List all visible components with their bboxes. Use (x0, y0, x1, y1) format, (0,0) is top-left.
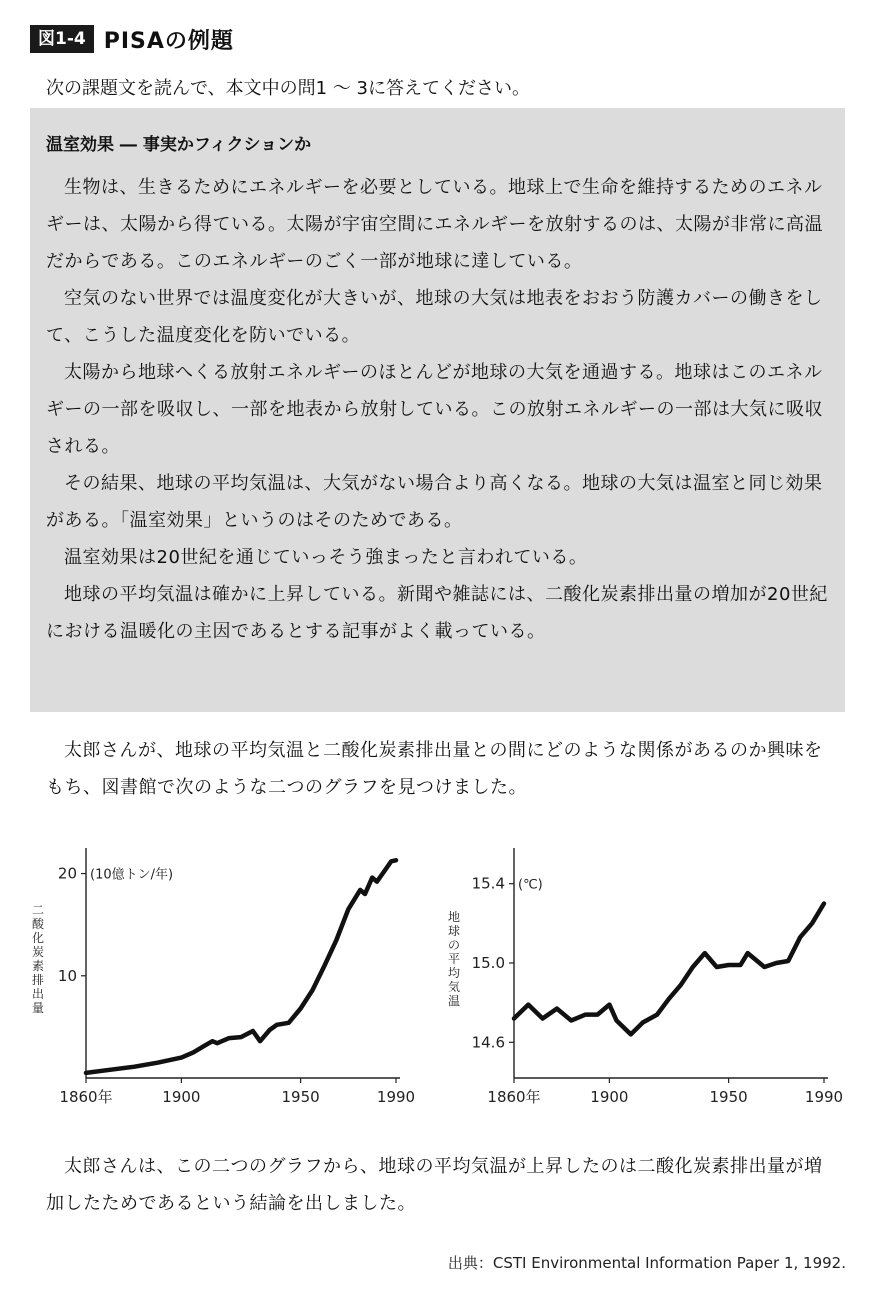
passage-box (30, 108, 845, 712)
temp-y-tick-label-0: 14.6 (471, 1033, 505, 1052)
temp-x-tick-label-0: 1860年 (487, 1088, 541, 1106)
figure-number-label: 図1-4 (30, 25, 94, 53)
body-text-conclusion: 太郎さんは、この二つのグラフから、地球の平均気温が上昇したのは二酸化炭素排出量が増加したためであるという結論を出しました。 (46, 1156, 823, 1214)
passage-paragraph-1: 生物は、生きるためにエネルギーを必要としている。地球上で生命を維持するためのエネルギーは、太陽から得ている。太陽が宇宙空間にエネルギーを放射するのは、太陽が非常に高温だからである。このエネルギーのごく一部が地球に達している。 (46, 177, 823, 272)
body-text-intro: 太郎さんが、地球の平均気温と二酸化炭素排出量との間にどのような関係があるのか興味をもち、図書館で次のような二つのグラフを見つけました。 (46, 740, 823, 798)
co2-x-tick-label-3: 1990 (376, 1088, 416, 1106)
average-temperature-chart (440, 830, 860, 1120)
temp-y-tick-label-2: 15.4 (471, 874, 505, 893)
passage-paragraph-5: 温室効果は20世紀を通じていっそう強まったと言われている。 (64, 547, 588, 568)
temp-series-line (514, 904, 824, 1035)
co2-y-tick-label-1: 20 (57, 864, 77, 883)
passage-paragraph-3: 太陽から地球へくる放射エネルギーのほとんどが地球の大気を通過する。地球はこのエネルギーの一部を吸収し、一部を地表から放射している。この放射エネルギーの一部は大気に吸収される。 (46, 362, 823, 457)
co2-y-tick-label-0: 10 (57, 966, 77, 985)
co2-x-tick-label-0: 1860年 (59, 1088, 113, 1106)
figure-title: PISAの例題 (103, 28, 234, 54)
passage-paragraph-6: 地球の平均気温は確かに上昇している。新聞や雑誌には、二酸化炭素排出量の増加が20世紀における温暖化の主因であるとする記事がよく載っている。 (46, 584, 828, 642)
figure-header (30, 22, 234, 56)
temp-unit-label: (℃) (518, 877, 543, 893)
temp-y-axis-title: 地球の平均気温 (447, 910, 461, 1008)
co2-series-line (86, 860, 396, 1073)
source-citation: 出典：CSTI Environmental Information Paper 1, 1992. (447, 1254, 846, 1272)
co2-unit-label: (10億トン/年) (90, 867, 174, 883)
passage-title: 温室効果 ― 事実かフィクションか (46, 135, 312, 155)
passage-paragraph-2: 空気のない世界では温度変化が大きいが、地球の大気は地表をおおう防護カバーの働きをして、こうした温度変化を防いでいる。 (46, 288, 823, 346)
passage-paragraph-4: その結果、地球の平均気温は、大気がない場合より高くなる。地球の大気は温室と同じ効果がある。「温室効果」というのはそのためである。 (46, 473, 823, 531)
temp-y-tick-label-1: 15.0 (471, 954, 505, 972)
temp-x-tick-label-1: 1900 (590, 1088, 629, 1106)
temp-x-tick-label-3: 1990 (804, 1088, 844, 1106)
co2-x-tick-label-2: 1950 (281, 1088, 320, 1106)
co2-x-tick-label-1: 1900 (162, 1088, 201, 1106)
co2-emissions-chart (20, 830, 430, 1120)
temp-x-tick-label-2: 1950 (709, 1088, 748, 1106)
co2-y-axis-title: 二酸化炭素排出量 (31, 903, 45, 1015)
instruction-text: 次の課題文を読んで、本文中の問1 ～ 3に答えてください。 (46, 78, 530, 99)
